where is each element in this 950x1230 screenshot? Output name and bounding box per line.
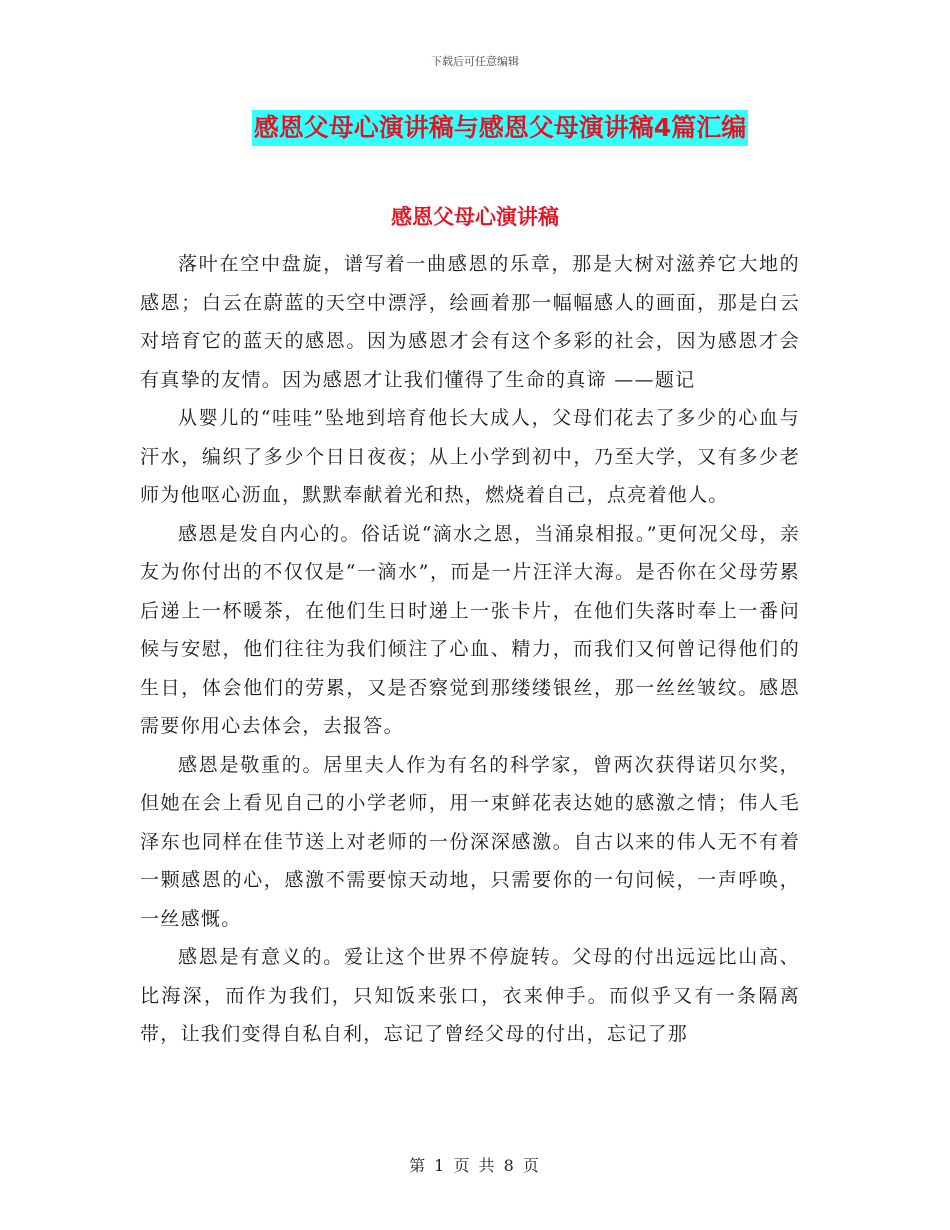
paragraph-3: 感恩是发自内心的。俗话说“滴水之恩，当涌泉相报。”更何况父母，亲友为你付出的不仅仅是“一滴水”，而是一片汪洋大海。是否你在父母劳累后递上一杯暖茶，在他们生日时递上一张卡片，在他们失落时奉上一番问候与安慰，他们往往为我们倾注了心血、精力，而我们又何曾记得他们的生日，体会他们的劳累，又是否察觉到那缕缕银丝，那一丝丝皱纹。感恩需要你用心去体会，去报答。	[140, 522, 800, 737]
document-body	[140, 245, 800, 1054]
paragraph-5: 感恩是有意义的。爱让这个世界不停旋转。父母的付出远远比山高、比海深，而作为我们，只知饭来张口，衣来伸手。而似乎又有一条隔离带，让我们变得自私自利，忘记了曾经父母的付出，忘记了那	[140, 946, 800, 1045]
paragraph-1: 落叶在空中盘旋，谱写着一曲感恩的乐章，那是大树对滋养它大地的感恩；白云在蔚蓝的天空中漂浮，绘画着那一幅幅感人的画面，那是白云对培育它的蓝天的感恩。因为感恩才会有这个多彩的社会，因为感恩才会有真挚的友情。因为感恩才让我们懂得了生命的真谛 ——题记	[140, 253, 800, 391]
document-title-wrap	[0, 110, 950, 146]
document-title: 感恩父母心演讲稿与感恩父母演讲稿4篇汇编	[252, 110, 748, 146]
paragraph-4: 感恩是敬重的。居里夫人作为有名的科学家，曾两次获得诺贝尔奖，但她在会上看见自己的小学老师，用一束鲜花表达她的感激之情；伟人毛泽东也同样在佳节送上对老师的一份深深感激。自古以来的伟人无不有着一颗感恩的心，感激不需要惊天动地，只需要你的一句问候，一声呼唤，一丝感慨。	[140, 753, 800, 930]
section-title: 感恩父母心演讲稿	[391, 205, 559, 229]
paragraph-2: 从婴儿的“哇哇”坠地到培育他长大成人，父母们花去了多少的心血与汗水，编织了多少个日日夜夜；从上小学到初中，乃至大学，又有多少老师为他呕心沥血，默默奉献着光和热，燃烧着自己，点亮着他人。	[140, 407, 800, 506]
page-footer: 第 1 页 共 8 页	[409, 1156, 541, 1175]
header-note: 下载后可任意编辑	[431, 55, 519, 68]
